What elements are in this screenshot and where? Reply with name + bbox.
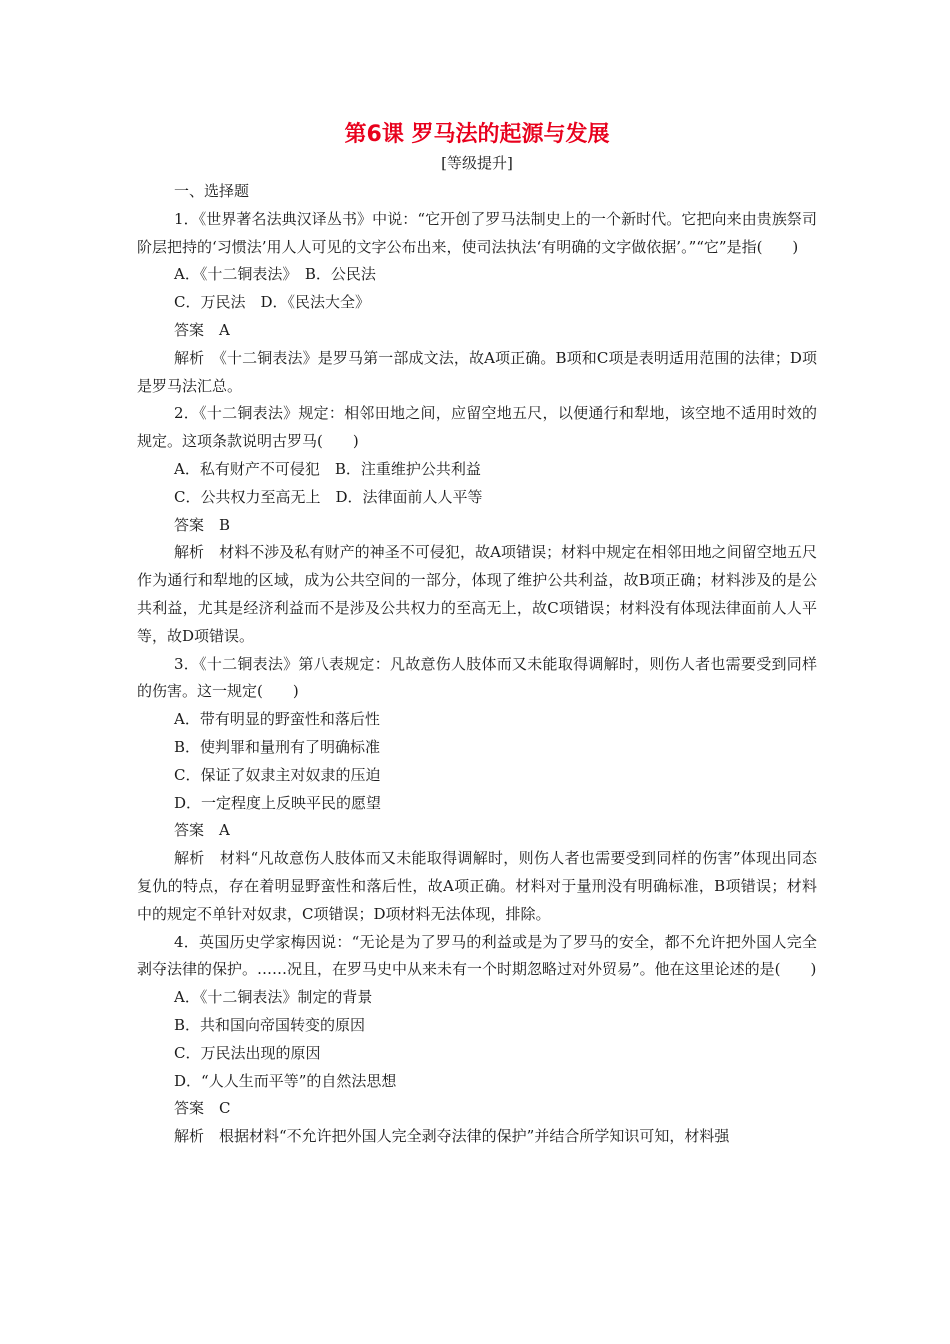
question-option: A．私有财产不可侵犯 B．注重维护公共利益 xyxy=(174,459,481,478)
question-stem: 2．《十二铜表法》规定：相邻田地之间，应留空地五尺，以便通行和犁地，该空地不适用时效的规定。这项条款说明古罗马( ) xyxy=(137,404,817,451)
question-stem: 1．《世界著名法典汉译丛书》中说：“它开创了罗马法制史上的一个新时代。它把向来由贵族祭司阶层把持的‘习惯法’用人人可见的文字公布出来，使司法执法‘有明确的文字做依据’。”“它”是指( ) xyxy=(137,209,817,256)
question-option: C．万民法 D．《民法大全》 xyxy=(174,293,371,312)
section-heading: 一、选择题 xyxy=(174,182,250,200)
question-stem: 4．英国历史学家梅因说：“无论是为了罗马的利益或是为了罗马的安全，都不允许把外国人完全剥夺法律的保护。……况且，在罗马史中从来未有一个时期忽略过对外贸易”。他在这里论述的是( ) xyxy=(137,932,817,979)
question-option: B．使判罪和量刑有了明确标准 xyxy=(174,737,381,756)
document-page xyxy=(137,120,817,1151)
analysis-text: 解析 根据材料“不允许把外国人完全剥夺法律的保护”并结合所学知识可知，材料强 xyxy=(174,1127,730,1146)
question-option: D．“人人生而平等”的自然法思想 xyxy=(174,1071,397,1090)
question-option: B．共和国向帝国转变的原因 xyxy=(174,1015,366,1034)
question-option: A．带有明显的野蛮性和落后性 xyxy=(174,710,380,729)
question-stem: 3．《十二铜表法》第八表规定：凡故意伤人肢体而又未能取得调解时，则伤人者也需要受到同样的伤害。这一规定( ) xyxy=(137,654,817,701)
answer-line: 答案 A xyxy=(174,821,230,840)
answer-line: 答案 B xyxy=(174,515,231,534)
question-option: D．一定程度上反映平民的愿望 xyxy=(174,793,382,812)
level-subtitle: [等级提升] xyxy=(441,154,513,172)
question-option: C．公共权力至高无上 D．法律面前人人平等 xyxy=(174,487,483,506)
analysis-text: 解析 《十二铜表法》是罗马第一部成文法，故A项正确。B项和C项是表明适用范围的法律；D项是罗马法汇总。 xyxy=(137,348,817,395)
answer-line: 答案 A xyxy=(174,320,230,339)
analysis-text: 解析 材料“凡故意伤人肢体而又未能取得调解时，则伤人者也需要受到同样的伤害”体现出同态复仇的特点，存在着明显野蛮性和落后性，故A项正确。材料对于量刑没有明确标准，B项错误；材料中的规定不单针对奴隶，C项错误；D项材料无法体现，排除。 xyxy=(137,849,817,923)
question-option: C．保证了奴隶主对奴隶的压迫 xyxy=(174,765,381,784)
analysis-text: 解析 材料不涉及私有财产的神圣不可侵犯，故A项错误；材料中规定在相邻田地之间留空地五尺作为通行和犁地的区域，成为公共空间的一部分，体现了维护公共利益，故B项正确；材料涉及的是公共利益，尤其是经济利益而不是涉及公共权力的至高无上，故C项错误；材料没有体现法律面前人人平等，故D项错误。 xyxy=(137,543,817,645)
question-option: C．万民法出现的原因 xyxy=(174,1043,321,1062)
question-option: A．《十二铜表法》制定的背景 xyxy=(174,988,373,1007)
lesson-title: 第6课 罗马法的起源与发展 xyxy=(344,122,610,147)
question-option: A．《十二铜表法》 B．公民法 xyxy=(174,265,376,284)
answer-line: 答案 C xyxy=(174,1099,231,1118)
